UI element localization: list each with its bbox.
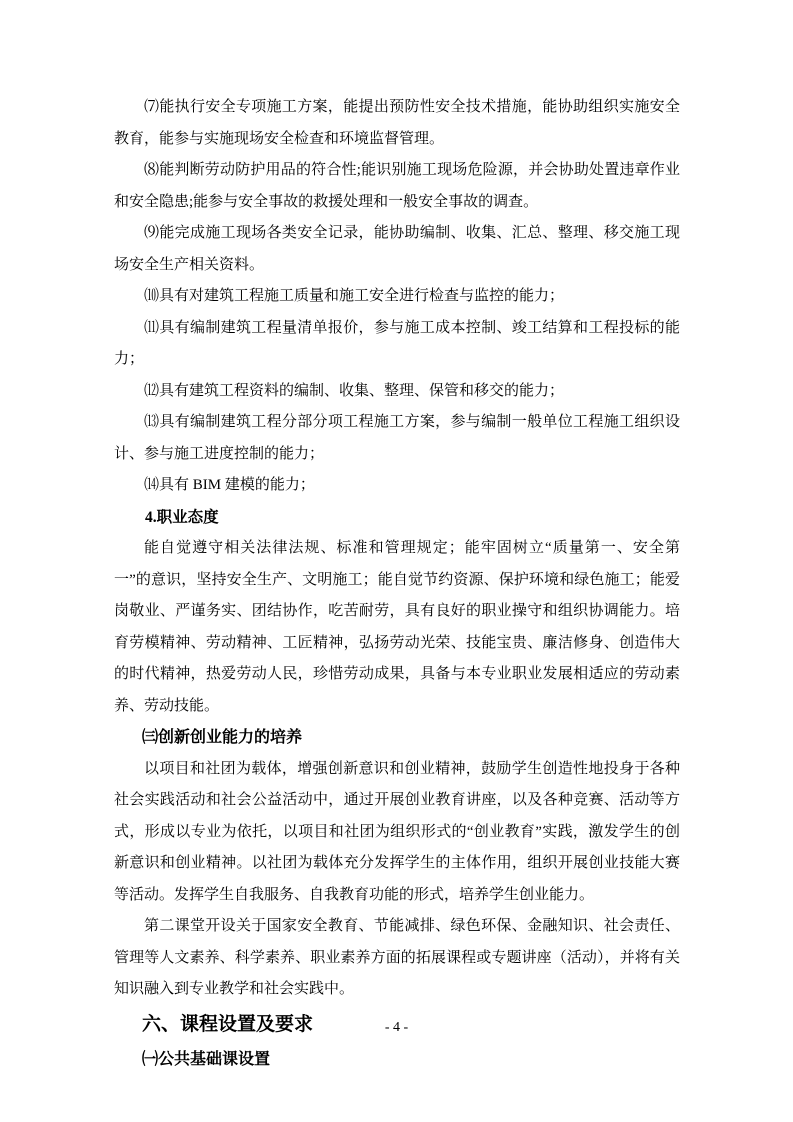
paragraph-quality-monitoring: ⑽具有对建筑工程施工质量和施工安全进行检查与监控的能力； (144, 288, 565, 304)
heading-occupational-attitude: 4.职业态度 (145, 508, 219, 526)
paragraph-innovation-practice: 以项目和社团为载体，增强创新意识和创业精神，鼓励学生创造性地投身于各种社会实践活动和社会公益活动中，通过开展创业教育讲座，以及各种竞赛、活动等方式，形成以专业为依托，以项目和社团为组织形式的“创业教育”实践，激发学生的创新意识和创业精神。以社团为载体充分发挥学生的主体作用，组织开展创业技能大赛等活动。发挥学生自我服务、自我教育功能的形式，培养学生创业能力。 (114, 760, 680, 903)
paragraph-construction-organization: ⒀具有编制建筑工程分部分项工程施工方案，参与编制一般单位工程施工组织设计、参与施工进度控制的能力； (114, 414, 680, 462)
paragraph-safety-records: ⑼能完成施工现场各类安全记录，能协助编制、收集、汇总、整理、移交施工现场安全生产相关资料。 (114, 225, 680, 273)
heading-course-setup-requirements: 六、课程设置及要求 (142, 1013, 314, 1035)
paragraph-cost-bidding: ⑾具有编制建筑工程量清单报价，参与施工成本控制、竣工结算和工程投标的能力； (114, 319, 680, 367)
heading-public-basic-courses: ㈠公共基础课设置 (142, 1050, 271, 1068)
document-content (114, 92, 680, 1075)
paragraph-bim-ability: ⒁具有 BIM 建模的能力； (144, 477, 315, 493)
paragraph-occupational-attitude: 能自觉遵守相关法律法规、标准和管理规定；能牢固树立“质量第一、安全第一”的意识，坚持安全生产、文明施工；能自觉节约资源、保护环境和绿色施工；能爱岗敬业、严谨务实、团结协作，吃苦耐劳，具有良好的职业操守和组织协调能力。培育劳模精神、劳动精神、工匠精神，弘扬劳动光荣、技能宝贵、廉洁修身、创造伟大的时代精神，热爱劳动人民，珍惜劳动成果，具备与本专业职业发展相适应的劳动素养、劳动技能。 (114, 540, 680, 714)
paragraph-second-classroom: 第二课堂开设关于国家安全教育、节能减排、绿色环保、金融知识、社会责任、管理等人文素养、科学素养、职业素养方面的拓展课程或专题讲座（活动），并将有关知识融入到专业教学和社会实践中。 (114, 918, 680, 997)
paragraph-safety-plan: ⑺能执行安全专项施工方案，能提出预防性安全技术措施，能协助组织实施安全教育，能参与实施现场安全检查和环境监督管理。 (114, 99, 680, 147)
paragraph-document-management: ⑿具有建筑工程资料的编制、收集、整理、保管和移交的能力； (144, 382, 565, 399)
paragraph-protective-equipment: ⑻能判断劳动防护用品的符合性;能识别施工现场危险源，并会协助处置违章作业和安全隐患;能参与安全事故的救援处理和一般安全事故的调查。 (114, 162, 680, 210)
page-number: - 4 - (384, 1020, 409, 1035)
heading-innovation-entrepreneurship: ㈢创新创业能力的培养 (142, 729, 303, 746)
